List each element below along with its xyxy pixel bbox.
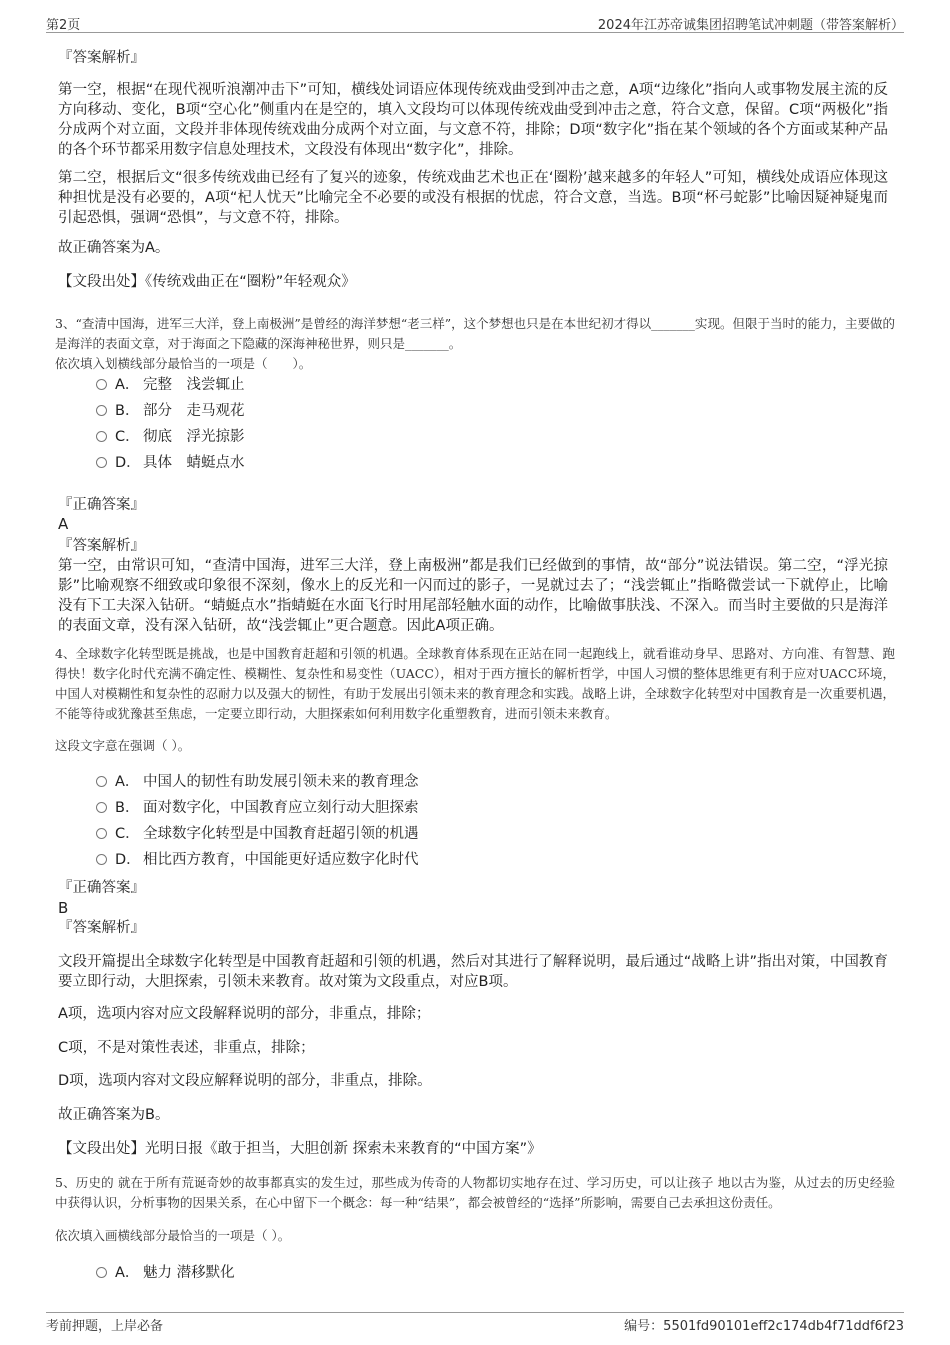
q4-analysis-p1: 文段开篇提出全球数字化转型是中国教育赶超和引领的机遇，然后对其进行了解释说明，最后通过“战略上讲”指出对策，中国教育要立即行动，大胆探索，引领未来教育。故对策为文段重点，对应B项。 [58, 954, 888, 990]
radio-icon[interactable] [96, 457, 107, 468]
page-footer [46, 1312, 904, 1337]
radio-icon[interactable] [96, 431, 107, 442]
q2-analysis-p1: 第一空，根据“在现代视听浪潮冲击下”可知，横线处词语应体现传统戏曲受到冲击之意，A项“边缘化”指向人或事物发展主流的反方向移动、变化，B项“空心化”侧重内在是空的，填入文段均可以体现传统戏曲受到冲击之意，符合文意，保留。C项“两极化”指分成两个对立面，文段并非体现传统戏曲分成两个对立面，与文意不符，排除；D项“数字化”指在某个领域的各个方面或某种产品的各个环节都采用数字信息处理技术，文段没有体现出“数字化”，排除。 [58, 82, 888, 158]
q3-option-d[interactable] [96, 452, 245, 474]
footer-slogan: 考前押题，上岸必备 [46, 1319, 164, 1334]
option-text: 具体 蜻蜓点水 [143, 455, 245, 471]
option-letter: B． [115, 403, 140, 419]
q4-answer: B [58, 899, 69, 917]
option-text: 全球数字化转型是中国教育赶超引领的机遇 [143, 826, 419, 842]
q2-analysis-p2: 第二空，根据后文“很多传统戏曲已经有了复兴的迹象，传统戏曲艺术也正在‘圈粉’越来越多的年轻人”可知，横线处成语应体现这种担忧是没有必要的，A项“杞人忧天”比喻完全不必要的或没有根据的忧虑，符合文意，当选。B项“杯弓蛇影”比喻因疑神疑鬼而引起恐惧，强调“恐惧”，与文意不符，排除。 [58, 170, 888, 226]
option-text: 部分 走马观花 [143, 403, 245, 419]
option-letter: D． [115, 852, 141, 868]
option-text: 完整 浅尝辄止 [143, 377, 245, 393]
document-id: 编号：5501fd90101eff2c174db4f71ddf6f23 [624, 1319, 904, 1334]
q4-analysis-d: D项，选项内容对文段应解释说明的部分，非重点，排除。 [58, 1073, 432, 1089]
q2-conclusion: 故正确答案为A。 [58, 240, 170, 256]
option-text: 相比西方教育，中国能更好适应数字化时代 [143, 852, 419, 868]
radio-icon[interactable] [96, 828, 107, 839]
q4-stem: 4、全球数字化转型既是挑战，也是中国教育赶超和引领的机遇。全球教育体系现在正站在同一起跑线上，就看谁动身早、思路对、方向准、有智慧、跑得快！数字化时代充满不确定性、模糊性、复杂性和易变性（UACC），相对于西方擅长的解析哲学，中国人习惯的整体思维更有利于应对UACC环境，中国人对模糊性和复杂性的忍耐力以及强大的韧性，有助于发展出引领未来的教育理念和实践。战略上讲，全球数字化转型对中国教育是一次重要机遇，不能等待或犹豫甚至焦虑，一定要立即行动，大胆探索如何利用数字化重塑教育，进而引领未来教育。 [55, 646, 895, 721]
q3-analysis: 第一空，由常识可知，“查清中国海，进军三大洋，登上南极洲”都是我们已经做到的事情，故“部分”说法错误。第二空，“浮光掠影”比喻观察不细致或印象很不深刻，像水上的反光和一闪而过的影子，一晃就过去了；“浅尝辄止”指略微尝试一下就停止，比喻没有下工夫深入钻研。“蜻蜓点水”指蜻蜓在水面飞行时用尾部轻触水面的动作，比喻做事肤浅、不深入。而当时主要做的只是海洋的表面文章，没有深入钻研，故“浅尝辄止”更合题意。因此A项正确。 [58, 558, 888, 634]
q4-analysis-a: A项，选项内容对应文段解释说明的部分，非重点，排除； [58, 1006, 431, 1022]
q3-option-a[interactable] [96, 374, 245, 396]
q4-option-b[interactable] [96, 797, 419, 819]
option-letter: B． [115, 800, 140, 816]
q4-conclusion: 故正确答案为B。 [58, 1107, 170, 1123]
q3-answer: A [58, 515, 69, 533]
q4-prompt: 这段文字意在强调（ ）。 [55, 738, 191, 753]
q3-prompt: 依次填入划横线部分最恰当的一项是（ ）。 [55, 356, 312, 371]
option-letter: C． [115, 826, 140, 842]
q4-answer-label: 『正确答案』 [58, 880, 145, 896]
q2-source: 【文段出处】《传统戏曲正在“圈粉”年轻观众》 [58, 274, 356, 290]
option-letter: A． [115, 774, 140, 790]
option-text: 魅力 潜移默化 [143, 1265, 235, 1281]
radio-icon[interactable] [96, 405, 107, 416]
q5-prompt: 依次填入画横线部分最恰当的一项是（ ）。 [55, 1228, 291, 1243]
option-letter: C． [115, 429, 140, 445]
option-text: 彻底 浮光掠影 [143, 429, 245, 445]
radio-icon[interactable] [96, 379, 107, 390]
q4-analysis-c: C项，不是对策性表述，非重点，排除； [58, 1040, 315, 1056]
document-title: 2024年江苏帝诚集团招聘笔试冲刺题（带答案解析） [597, 18, 904, 33]
option-letter: D． [115, 455, 141, 471]
radio-icon[interactable] [96, 1267, 107, 1278]
q3-option-c[interactable] [96, 426, 245, 448]
q4-option-a[interactable] [96, 771, 419, 793]
option-text: 中国人的韧性有助发展引领未来的教育理念 [143, 774, 419, 790]
q4-option-c[interactable] [96, 823, 419, 845]
q4-analysis-label: 『答案解析』 [58, 920, 145, 936]
radio-icon[interactable] [96, 802, 107, 813]
radio-icon[interactable] [96, 776, 107, 787]
option-letter: A． [115, 1265, 140, 1281]
q4-source: 【文段出处】光明日报《敢于担当，大胆创新 探索未来教育的“中国方案”》 [58, 1141, 542, 1157]
option-letter: A． [115, 377, 140, 393]
q5-stem: 5、历史的 就在于所有荒诞奇妙的故事都真实的发生过，那些成为传奇的人物都切实地存在过、学习历史，可以让孩子 地以古为鉴，从过去的历史经验中获得认识，分析事物的因果关系，在心中留下一个概念：每一种“结果”，都会被曾经的“选择”所影响，需要自己去承担这份责任。 [55, 1175, 895, 1210]
page-header [46, 12, 904, 33]
q2-analysis-label: 『答案解析』 [58, 50, 145, 66]
q3-stem: 3、“查清中国海，进军三大洋，登上南极洲”是曾经的海洋梦想“老三样”，这个梦想也只是在本世纪初才得以_______实现。但限于当时的能力，主要做的是海洋的表面文章，对于海面之下隐藏的深海神秘世界，则只是_______。 [55, 316, 895, 351]
radio-icon[interactable] [96, 854, 107, 865]
page-number: 第2页 [46, 18, 81, 33]
q5-option-a[interactable] [96, 1262, 235, 1284]
q3-analysis-label: 『答案解析』 [58, 538, 145, 554]
q3-answer-label: 『正确答案』 [58, 497, 145, 513]
q4-option-d[interactable] [96, 849, 419, 871]
option-text: 面对数字化，中国教育应立刻行动大胆探索 [143, 800, 419, 816]
q3-option-b[interactable] [96, 400, 245, 422]
